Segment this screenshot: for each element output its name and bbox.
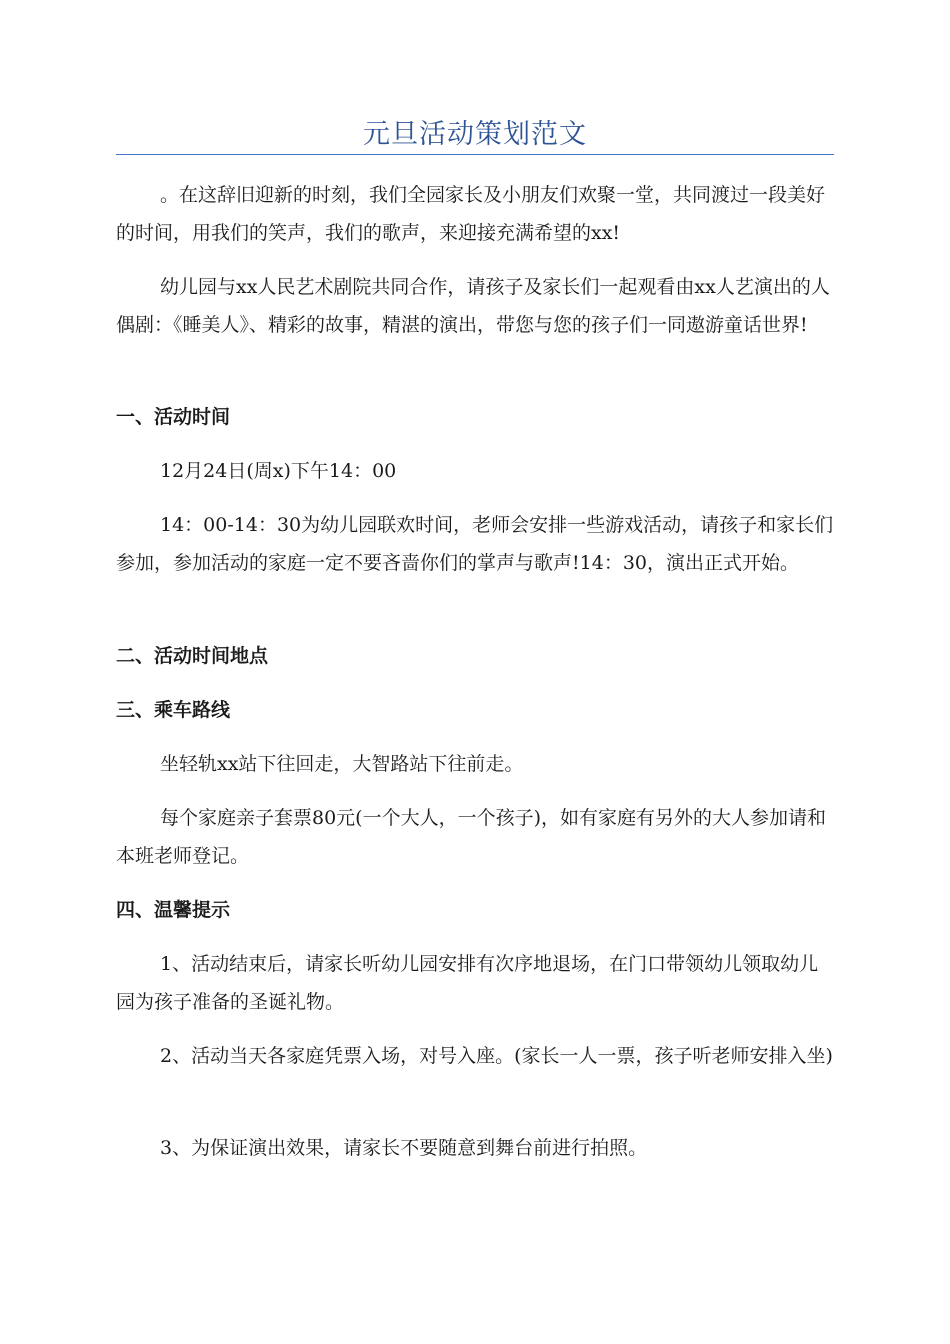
paragraph-schedule: 14：00-14：30为幼儿园联欢时间，老师会安排一些游戏活动，请孩子和家长们参加，参加活动的家庭一定不要吝啬你们的掌声与歌声!14：30，演出正式开始。 [116,514,834,574]
heading-route: 三、乘车路线 [116,699,231,721]
paragraph-tip-3: 3、为保证演出效果，请家长不要随意到舞台前进行拍照。 [160,1137,648,1159]
paragraph-tip-1: 1、活动结束后，请家长听幼儿园安排有次序地退场，在门口带领幼儿领取幼儿园为孩子准备的圣诞礼物。 [116,953,819,1013]
paragraph-route: 坐轻轨xx站下往回走，大智路站下往前走。 [160,753,524,775]
paragraph-ticket: 每个家庭亲子套票80元(一个大人，一个孩子)，如有家庭有另外的大人参加请和本班老师登记。 [116,807,827,867]
title-underline [116,154,834,155]
document-title: 元旦活动策划范文 [363,119,587,150]
paragraph-tip-2: 2、活动当天各家庭凭票入场，对号入座。(家长一人一票，孩子听老师安排入坐) [160,1045,833,1067]
paragraph-date: 12月24日(周x)下午14：00 [160,460,397,482]
heading-tips: 四、温馨提示 [116,899,231,921]
paragraph-intro: 。在这辞旧迎新的时刻，我们全园家长及小朋友们欢聚一堂，共同渡过一段美好的时间，用我们的笑声，我们的歌声，来迎接充满希望的xx! [116,184,826,244]
heading-activity-location: 二、活动时间地点 [116,645,269,667]
paragraph-cooperation: 幼儿园与xx人民艺术剧院共同合作，请孩子及家长们一起观看由xx人艺演出的人偶剧：《睡美人》、精彩的故事，精湛的演出，带您与您的孩子们一同遨游童话世界! [116,276,830,336]
heading-activity-time: 一、活动时间 [116,406,231,428]
